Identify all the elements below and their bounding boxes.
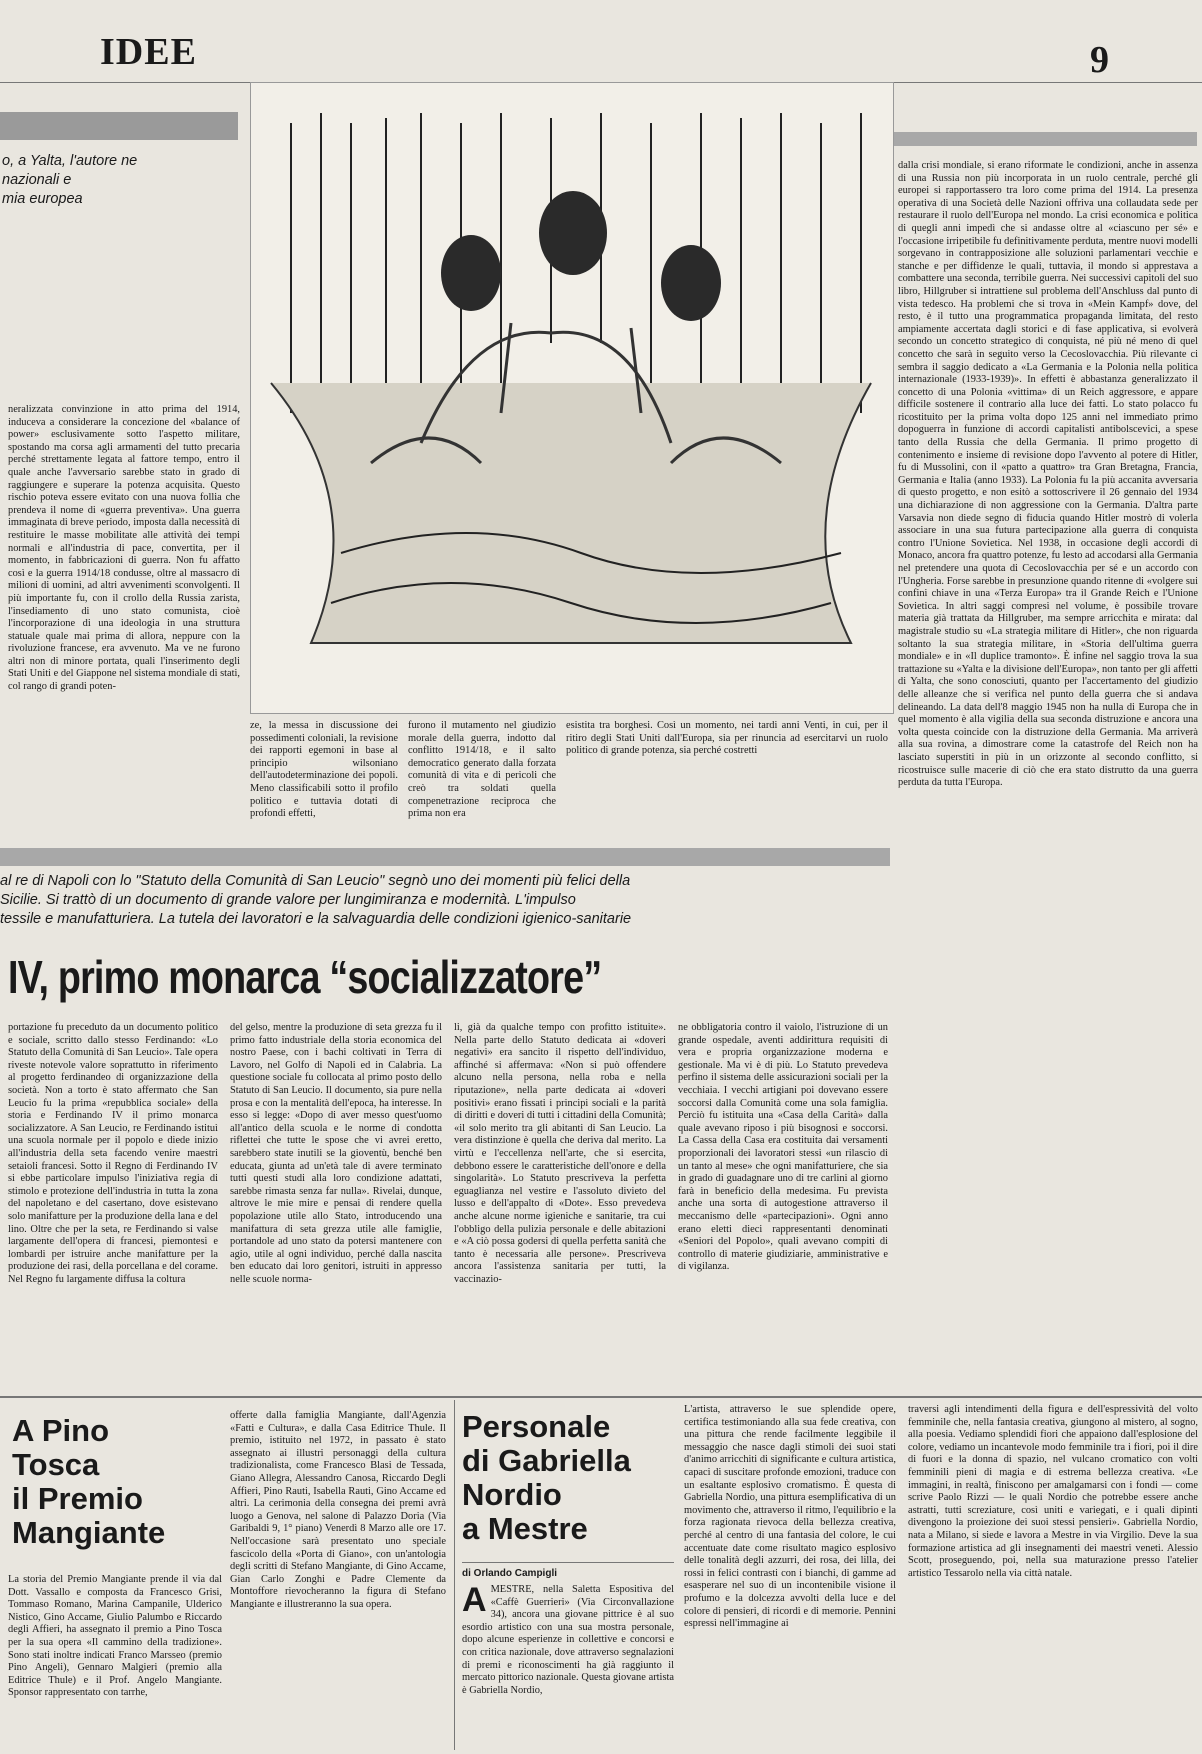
article-column: ne obbligatoria contro il vaiolo, l'istruzione di un grande ospedale, aventi addirittura requisiti di vera e propria organizzazione moderna e gestionale. Ma vi è di più. Lo Statuto prevedeva perfino il sistema delle assicurazioni sociali per la vecchiaia. I vecchi artigiani poi dovevano essere soccorsi dalla Comunità come una sola famiglia. Perciò fu istituita una «Casa della Carità» dalla quale avevano riposo i più bisognosi e soccorsi. La Cassa della Casa era costituita dai versamenti proporzionali dei lavoratori stessi «un rilascio di un tanto al mese» che ogni manifatturiere, che sia in grado di guadagnare uno di tre carlini al giorno farà in beneficio della medesima. Fu prevista anche una sorta di autogestione attraverso il meccanismo delle «partecipazioni». Ogni anno erano eletti dieci rappresentanti denominati «Seniori del Popolo», quali avevano compiti di controllo di materie giudiziarie, amministrative e di vigilanza.: [678, 1022, 888, 1273]
section-divider: [0, 848, 890, 866]
article-column: L'artista, attraverso le sue splendide opere, certifica testimoniando alla sua fede creativa, con una pittura che rende facilmente leggibile il messaggio che nasce dagli stimoli dei suoi stati d'animo arricchiti di significante e cultura artistica, capaci di suscitare profonde emozioni, traduce con un esaltante esplosivo cromatismo. È questa di Gabriella Nordio, una pittura esemplificativa di un movimento che, attraverso il ritmo, l'equilibrio e la forza ragionata rievoca della bellezza creativa, perché al centro di una fantasia del colore, le cui accentuate date come risultato magico esplosivo delle tonalità degli azzurri, dei rosa, dei lilla, dei rossi in felici contrasti con i bianchi, di gamme ad esasperare nel suo di un incontenibile visione il profumo e la dolcezza avvolti della luce e del colore di pensieri, di ricordi e di memorie. Pennini espressi nell'immagine ai: [684, 1404, 896, 1630]
feature-deck: [0, 872, 888, 929]
title-line: A Pino: [12, 1413, 110, 1448]
article-column: offerte dalla famiglia Mangiante, dall'Agenzia «Fatti e Cultura», e dalla Casa Editrice Thule. Il premio, istituito nel 1972, in passato è stato assegnato ai illustri personaggi della cultura tradizionalista, come Francesco Blasi de Tessada, Giano Allegra, Alessandro Canosa, Riccardo Degli Affieri, Pino Rauti, Isabella Rauti, Gino Accame ed altri. La cerimonia della consegna dei premi avrà luogo a Genova, nel salone di Palazzo Doria (Via Garibaldi 9, 1° piano) Venerdì 8 Marzo alle ore 17. Nell'occasione sarà presentato uno speciale fascicolo della «Porta di Giano», con un'antologia degli scritti di Stefano Mangiante, di Gino Accame, Gian Carlo Zonghi e Padre Clemente da Montoffore rievocheranno la figura di Stefano Mangiante e illustreranno la sua opera.: [230, 1410, 446, 1610]
drop-cap: A: [462, 1584, 487, 1619]
top-deck: [2, 152, 242, 209]
article-column: ze, la messa in discussione dei possedimenti coloniali, la revisione dei rapporti egemoni in base al principio wilsoniano dell'autodeterminazione dei popoli. Meno classificabili sotto il profilo politico e tuttavia dotati di profondi effetti,: [250, 720, 398, 820]
right-bar: [892, 132, 1197, 146]
article-column: del gelso, mentre la produzione di seta grezza fu il primo fatto industriale della storia economica del nostro Paese, con i bachi coltivati in Terra di Lavoro, nel Golfo di Napoli ed in Calabria. La questione sociale fu collocata al primo posto dello Statuto di San Leucio. Il documento, sia pure nella prosa e con la mentalità dell'epoca, ha interesse. In esso si legge: «Dopo di aver messo quest'uomo all'antico della scuola e le norme di condotta riflettei che tutte le spose che vi avrei eretto, sarebbero state inutili se la gioventù, benché ben educata, giunta ad un'età tale di avere terminato tutti questi studi alla loro condizione adattati, sarebbe rimasta senza far nulla». Rivelai, dunque, altrove le mie mire e pensai di rendere quella popolazione utile allo Stato, introducendo una manifattura di seta grezza utile alle famiglie, portandole ad uno stato da potersi mantenere con agio, utile al ogni individuo, perché dalla nascita ben educato dai loro genitori, istruiti in appresso nelle scuole norma-: [230, 1022, 442, 1285]
feature-headline: IV, primo monarca “socializzatore”: [8, 951, 602, 1003]
article-column: [462, 1584, 674, 1750]
article-column: traversi agli intendimenti della figura e dell'espressività del volto femminile che, nella fantasia creativa, giungono al mistero, al sogno, alla poesia. Vediamo splendidi fiori che appaiono dall'esplosione del colore, vediamo un incantevole modo femminile tra i fiori, poi il dire di fuori e la donna di spazio, nel vulcano cromatico con volti femminili pieni di magia e di estrema bellezza creativa. «Le immagini, in realtà, finiscono per amalgamarsi con i fondi — come scrive Paolo Rizzi — le quali Nordio che potrebbe essere anche astratti, tutti screziature, così uniti e variegati, e i quali dipinti divengono la proiezione dei suoi stessi pensieri». Gabriella Nordio, nata a Milano, si siede e lavora a Mestre in via Virgilio. Deve la sua formazione artistica ad gli insegnamenti dei maestri veneti. Alessio Scott, proseguendo, poi, nella sua maturazione presso l'atelier artistico Tessarolo nella via città natale.: [908, 1404, 1198, 1579]
section-title: IDEE: [100, 31, 197, 73]
title-line: Tosca: [12, 1447, 100, 1482]
title-line: Personale: [462, 1409, 611, 1444]
byline: di Orlando Campigli: [462, 1568, 558, 1579]
vertical-divider: [454, 1400, 455, 1750]
title-line: a Mestre: [462, 1511, 588, 1546]
article-column: li, già da qualche tempo con profitto istituite». Nella parte dello Statuto dedicata ai «doveri negativi» era sancito il rispetto dell'individuo, affinché si affermava: «Non si può offendere alcuno nella persona, nella roba e nella riputazione», nella parte dedicata ai «doveri positivi» erano fissati i principi sociali e la parità di diritti e doveri di tutti i cittadini della Comunità; «il solo merito tra gli abitanti di San Leucio. La vera distinzione è quella che deriva dal merito. La virtù e l'eccellenza nell'arte, che si esercita, debbono essere le caratteristiche dell'onore e della singolarità». Lo Statuto prescriveva la perfetta eguaglianza nel vestire e l'assoluto divieto del lusso e dell'appalto di «Dote». Esso prevedeva anche alcune norme igieniche e sanitarie, tra cui l'obbligo della pulizia personale e delle abitazioni e «A ciò possa godersi di quella perfetta sanità che tanto è necessaria alle persone». Prescriveva ancora l'assistenza sanitaria per tutti, la vaccinazio-: [454, 1022, 666, 1285]
deck-line: al re di Napoli con lo "Statuto della Comunità di San Leucio" segnò uno dei momenti più felici della: [0, 873, 631, 889]
title-line: Mangiante: [12, 1515, 166, 1550]
deck-line: o, a Yalta, l'autore ne: [2, 153, 138, 169]
deck-line: mia europea: [2, 191, 83, 207]
deck-line: tessile e manufatturiera. La tutela dei lavoratori e la salvaguardia delle condizioni igienico-sanitarie: [0, 911, 632, 927]
byline-rule: [462, 1562, 674, 1563]
title-line: il Premio: [12, 1481, 143, 1516]
article-column: dalla crisi mondiale, si erano riformate le condizioni, anche in assenza di una Russia non più incorporata in un ruolo centrale, perché gli europei si rapportassero tra loro come prima del 1914. La presenza operativa di una Società delle Nazioni offriva una collaudata sede per restaurare il ruolo dell'Europa nel mondo. La crisi economica e politica di quegli anni impedì che si andasse oltre al «ciascuno per sé» e l'occasione irripetibile fu definitivamente perduta, mentre nuovi modelli sorgevano in contrapposizione alle soluzioni parlamentari vecchie e stanche e per diffidenze le quali, tuttavia, il mondo si apprestava a combattere una seconda, terribile guerra. Nei successivi capitoli del suo libro, Hillgruber si intrattiene sul problema dell'Anschluss dal punto di vista tedesco. Ha problemi che si trova in «Mein Kampf» dove, del resto, è il tutto una programmatica propaganda limitata, del resto ampiamente accertata dagli storici e di fase applicativa, si evolverà secondo un concetto strategico di conquista, né più né meno di quel concetto che sarà in seguito verso la Cecoslovacchia. Più rilevante ci sembra il saggio dedicato a «La Germania e la Polonia nella politica internazionale (1933-1939)». In effetti è abbastanza generalizzato il concetto di una Polonia «vittima» di un Reich aggressore, e appare difficile sostenere il contrario alla luce dei fatti. Lo stato polacco fu ricostituito per la prima volta dopo 125 anni nel immediato primo dopoguerra in funzione di accordi capitalisti antibolscevici, a spese tanto della Russia che della Germania. Il primo progetto di contenimento e insieme di revisione dopo l'avvento al potere di Hitler, fu di Mussolini, con il «patto a quattro» tra Gran Bretagna, Francia, Germania e Italia (anno 1933). La Polonia fu la più accanita avversaria di questo progetto, e non esitò a sottoscrivere il 26 gennaio del 1934 una dichiarazione di non aggressione con la Germania. D'altra parte Varsavia non diede segno di fiducia quando Hitler mostrò di volerla associare in una sua futura partecipazione alla guerra di conquista contro l'Unione Sovietica. Nel 1938, in occasione degli accordi di Monaco, ancora fra quattro potenze, fu lesto ad accodarsi alla Germania nel pretendere una quota di Cecoslovacchia per sé e un accordo con l'Ungheria. Forse sarebbe in presunzione quando ritenne di «volgere sui confini chiave in una «Terza Europa» tra il Grande Reich e l'Unione Sovietica. In altri saggi compresi nel volume, è possibile trovare materia già trattata da Hillgruber, ma sempre arricchita e mirata: dal magistrale studio su «La strategia militare di Hitler», che non riguarda soltanto la sua strategia militare, in «Storia dell'ultima guerra mondiale» e in «Il duplice tramonto». È infine nel saggio trova la sua trattazione su «Yalta e la divisione dell'Europa», non tanto per gli affetti di Yalta, che sono conosciuti, quanto per l'accertamento del giudizio delle alleanze che si verifica nel punto della guerra che si andava delineando. La data dell'8 maggio 1945 non ha nulla di Europa che in quel momento è alla vigilia della sua seconda distruzione e ancora una volta questa coincide con la distruzione della Germania. Ma arriverà alla sua rovina, a dimostrare come la catastrofe del Reich non ha lasciato superstiti in più in un orizzonte al secondo conflitto, si ricostruisce sulle macerie di ciò che era stato distrutto da una guerra perduta da tutta l'Europa.: [898, 160, 1198, 789]
article-text: MESTRE, nella Saletta Espositiva del «Caffè Guerrieri» (Via Circonvallazione 34), ancora una giovane pittrice è al suo esordio artistico con una sua mostra personale, dopo alcune esperienze in collettive e concorsi e con critica nazionale, dove attraverso segnalazioni di premi e riconoscimenti ha già raggiunto il mercato pittorico nazionale. Questa giovane artista è Gabriella Nordio,: [462, 1584, 674, 1696]
deck-line: nazionali e: [2, 172, 72, 188]
article-column: esistita tra borghesi. Così un momento, nei tardi anni Venti, in cui, per il ritiro degli Stati Uniti dall'Europa, sia per rinuncia ad esercitarvi un ruolo politico di grande potenza, sia perché costretti: [566, 720, 888, 757]
article-column: furono il mutamento nel giudizio morale della guerra, indotto dal conflitto 1914/18, e il salto democratico generato dalla forzata comunità di vita e di pericoli che creò tra soldati quella compenetrazione reciproca che prima non era: [408, 720, 556, 820]
title-line: Nordio: [462, 1477, 562, 1512]
illustration-drawing: [251, 83, 893, 713]
nordio-title: [462, 1410, 672, 1546]
page-number: 9: [1090, 39, 1109, 81]
premio-title: [12, 1414, 222, 1550]
illustration: [250, 82, 894, 714]
article-column: La storia del Premio Mangiante prende il via dal Dott. Vassallo e composta da Francesco Grisi, Tommaso Romano, Marina Campanile, Ulderico Nistico, Gino Accame, Giulio Palumbo e Riccardo degli Affieri, ha assegnato il premio a Pino Tosca per la sua opera «Il cammino della tradizione». Sono stati inoltre indicati Franco Marsseo (premio Pino Angeli), Gennaro Malgieri (premio alla Editrice Thule) e il Prof. Angelo Mangiante. Sponsor rappresentato con tarrhe,: [8, 1574, 222, 1699]
deck-bar: [0, 112, 238, 140]
title-line: di Gabriella: [462, 1443, 631, 1478]
deck-line: Sicilie. Si trattò di un documento di grande valore per lungimiranza e modernità. L'impulso: [0, 892, 576, 908]
bottom-rule: [0, 1396, 1202, 1398]
article-column: neralizzata convinzione in atto prima del 1914, induceva a considerare la concezione del «balance of power» esclusivamente sotto l'aspetto militare, spostando ma corsa agli armamenti del tutto precaria perché strettamente legata al fattore tempo, entro il quale anche l'avversario sarebbe stato in grado di raggiungere e superare la potenza acquisita. Questo rischio poteva essere evitato con una nuova follia che prendeva il nome di «guerra preventiva». Una guerra immaginata di breve periodo, imposta dalla necessità di restituire le masse mobilitate alle attività dei tempi normali e all'industria di pace, convertita, per il momento, in fabbricazioni di guerra. Non fu affatto così e la guerra 1914/18 condusse, oltre al massacro di milioni di uomini, ad altri avvenimenti sconvolgenti. Il più importante fu, con il crollo della Russia zarista, l'insediamento di uno stato comunista, cioè l'incorporazione di una ideologia in una struttura statuale quale mai prima di allora, neppure con la rivoluzione francese, era avvenuto. Ma ve ne furono altri non di minore portata, quali l'inserimento degli Stati Uniti e del Giappone nel sistema mondiale di stati, col rango di grandi poten-: [8, 404, 240, 693]
article-column: portazione fu preceduto da un documento politico e sociale, scritto dallo stesso Ferdinando: «Lo Statuto della Comunità di San Leucio». Tale opera riveste notevole valore soprattutto in riferimento al progetto ferdinandeo di organizzazione della società. Non a torto è stato affermato che San Leucio fu la prima «repubblica sociale» della storia e Ferdinando IV il primo monarca socializzatore. A San Leucio, re Ferdinando istituì una scuola normale per il popolo e diede inizio all'industria della seta facendo venire maestri setaioli francesi. Sotto il Regno di Ferdinando IV si ebbe particolare impulso l'iniziativa regia di stimolo e protezione dell'industria in tutta la zona del napoletano e del casertano, dove esistevano solo manifatture per la produzione della lana e del lino. Oltre che per la seta, re Ferdinando si valse largamente dell'opera di francesi, piemontesi e lombardi per istruire anche manifatture per la produzione dei rasi, della porcellana e del corame. Nel Regno fu largamente diffusa la coltura: [8, 1022, 218, 1285]
